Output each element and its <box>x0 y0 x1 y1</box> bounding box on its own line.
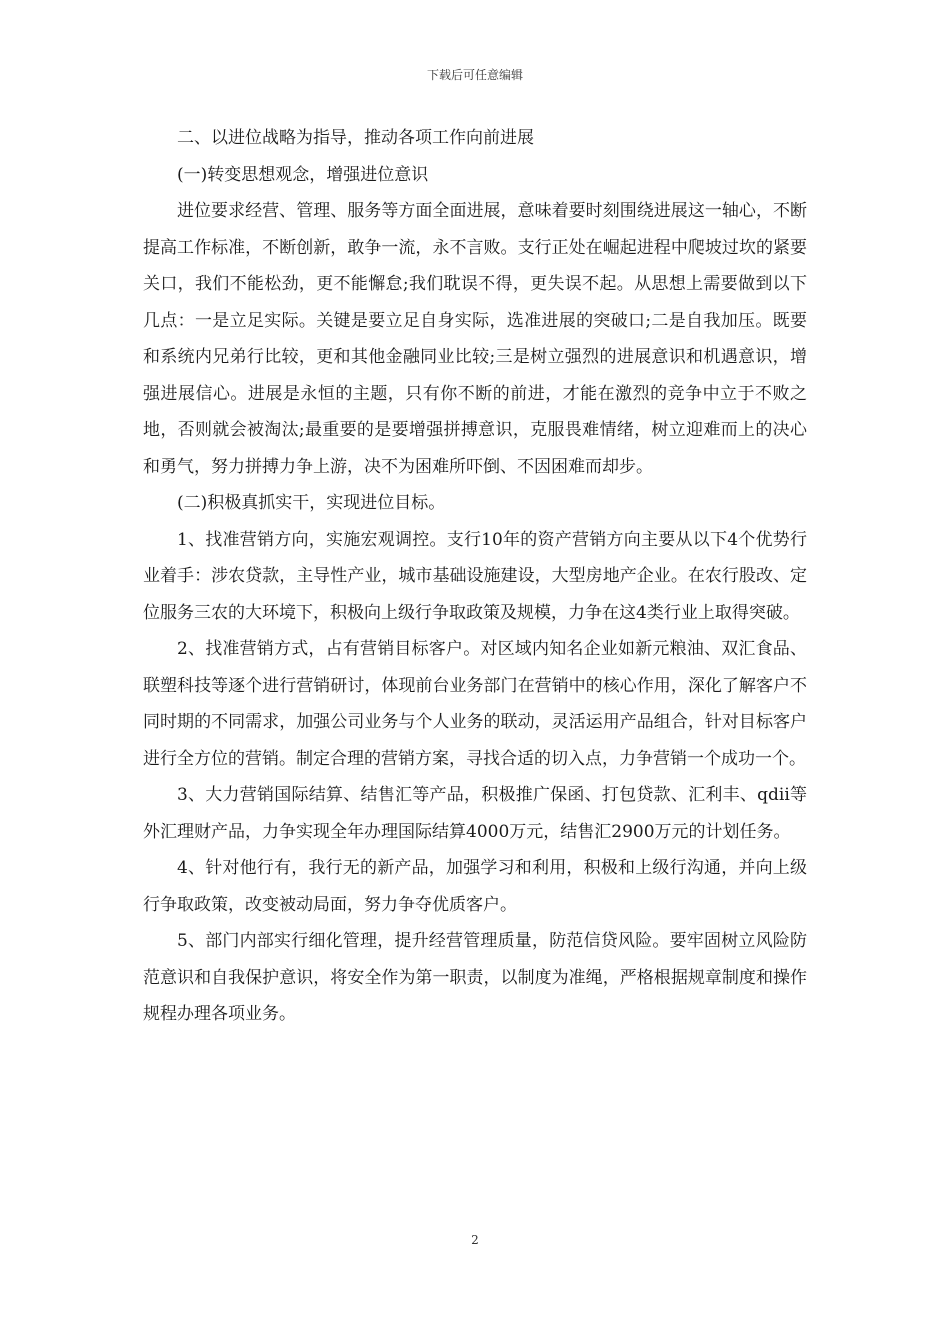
list-item: 1、找准营销方向，实施宏观调控。支行10年的资产营销方向主要从以下4个优势行业着手：涉农贷款，主导性产业，城市基础设施建设，大型房地产企业。在农行股改、定位服务三农的大环境下，积极向上级行争取政策及规模，力争在这4类行业上取得突破。 <box>143 529 807 623</box>
subsection-heading: (一)转变思想观念，增强进位意识 <box>177 164 429 185</box>
list-item: 4、针对他行有，我行无的新产品，加强学习和利用，积极和上级行沟通，并向上级行争取政策，改变被动局面，努力争夺优质客户。 <box>143 858 807 915</box>
list-item: 3、大力营销国际结算、结售汇等产品，积极推广保函、打包贷款、汇利丰、qdii等外汇理财产品，力争实现全年办理国际结算4000万元，结售汇2900万元的计划任务。 <box>143 785 807 842</box>
page-number: 2 <box>471 1233 479 1247</box>
list-item: 2、找准营销方式，占有营销目标客户。对区域内知名企业如新元粮油、双汇食品、联塑科技等逐个进行营销研讨，体现前台业务部门在营销中的核心作用，深化了解客户不同时期的不同需求，加强公司业务与个人业务的联动，灵活运用产品组合，针对目标客户进行全方位的营销。制定合理的营销方案，寻找合适的切入点，力争营销一个成功一个。 <box>143 639 807 769</box>
document-body <box>143 120 807 1033</box>
page-header: 下载后可任意编辑 <box>426 68 523 82</box>
subsection-heading: (二)积极真抓实干，实现进位目标。 <box>177 493 446 513</box>
body-paragraph: 进位要求经营、管理、服务等方面全面进展，意味着要时刻围绕进展这一轴心，不断提高工作标准，不断创新，敢争一流，永不言败。支行正处在崛起进程中爬坡过坎的紧要关口，我们不能松劲，更不能懈怠;我们耽误不得，更失误不起。从思想上需要做到以下几点：一是立足实际。关键是要立足自身实际，选准进展的突破口;二是自我加压。既要和系统内兄弟行比较，更和其他金融同业比较;三是树立强烈的进展意识和机遇意识，增强进展信心。进展是永恒的主题，只有你不断的前进，才能在激烈的竞争中立于不败之地，否则就会被淘汰;最重要的是要增强拼搏意识，克服畏难情绪，树立迎难而上的决心和勇气，努力拼搏力争上游，决不为困难所吓倒、不因困难而却步。 <box>143 201 807 477</box>
section-heading: 二、以进位战略为指导，推动各项工作向前进展 <box>177 128 534 148</box>
list-item: 5、部门内部实行细化管理，提升经营管理质量，防范信贷风险。要牢固树立风险防范意识和自我保护意识，将安全作为第一职责，以制度为准绳，严格根据规章制度和操作规程办理各项业务。 <box>143 931 807 1024</box>
